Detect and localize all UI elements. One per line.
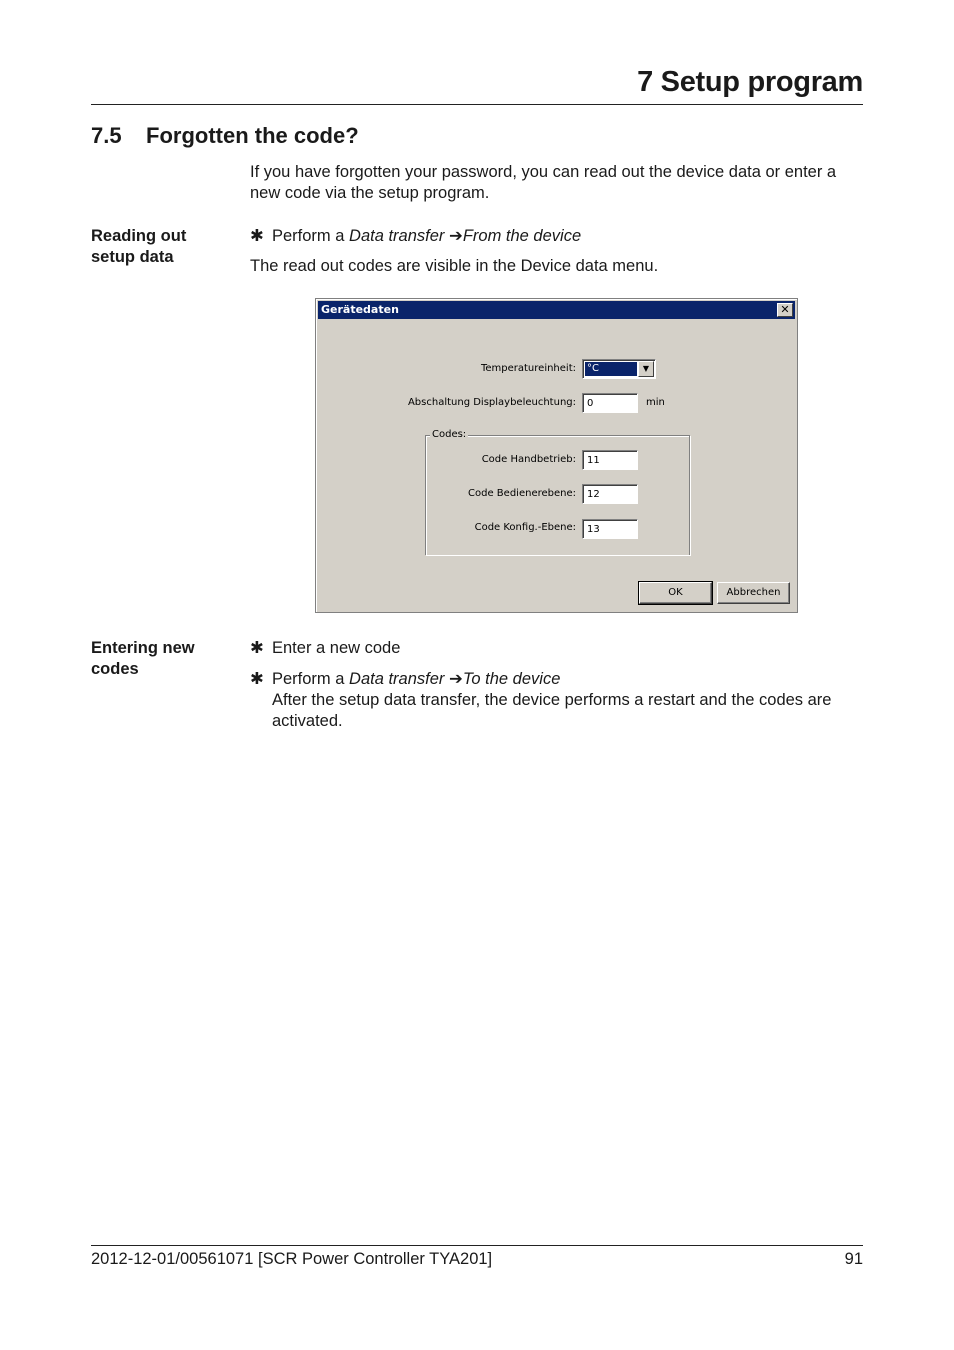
temp-unit-value: °C [585, 362, 637, 376]
dialog-titlebar [318, 301, 795, 319]
section-heading [91, 123, 359, 149]
bullet-prefix: Perform a [272, 227, 350, 245]
bullet-icon: ✱ [250, 639, 264, 657]
close-icon[interactable]: ✕ [777, 303, 793, 317]
code-manual-label: Code Handbetrieb: [481, 454, 576, 465]
section-title: Forgotten the code? [146, 123, 359, 148]
bullet-detail: After the setup data transfer, the device performs a restart and the codes are activated. [272, 691, 832, 730]
arrow-icon: ➔ [449, 227, 463, 245]
intro-paragraph: If you have forgotten your password, you can read out the device data or enter a new code via the setup program. [250, 163, 837, 202]
header-rule [91, 104, 863, 105]
temp-unit-label: Temperatureinheit: [480, 363, 576, 374]
cancel-button[interactable]: Abbrechen [717, 582, 790, 604]
bullet-icon: ✱ [250, 227, 264, 245]
code-operator-field[interactable]: 12 [582, 484, 638, 504]
dialog-title: Gerätedaten [321, 303, 399, 316]
entering-bullet-1 [250, 638, 865, 659]
display-off-field[interactable]: 0 [582, 393, 638, 413]
menu-data-transfer: Data transfer [349, 227, 445, 245]
bullet-prefix: Perform a [272, 670, 350, 688]
reading-label: Reading out setup data [91, 227, 187, 266]
menu-from-device: From the device [462, 227, 582, 245]
codes-group-label: Codes: [432, 429, 467, 440]
display-off-unit: min [646, 397, 665, 408]
arrow-icon: ➔ [449, 670, 463, 688]
reading-bullet [250, 226, 865, 247]
code-config-field[interactable]: 13 [582, 519, 638, 539]
entering-bullet-2 [250, 669, 865, 732]
footer-doc-info: 2012-12-01/00561071 [SCR Power Controller TYA201] [91, 1250, 493, 1268]
device-data-dialog [315, 298, 798, 613]
temp-unit-select[interactable] [582, 359, 656, 379]
code-config-label: Code Konfig.-Ebene: [474, 522, 576, 533]
section-number: 7.5 [91, 123, 122, 148]
code-manual-field[interactable]: 11 [582, 450, 638, 470]
code-operator-label: Code Bedienerebene: [468, 488, 576, 499]
display-off-label: Abschaltung Displaybeleuchtung: [407, 397, 576, 408]
chapter-title: 7 Setup program [637, 66, 863, 98]
chevron-down-icon[interactable]: ▼ [638, 361, 654, 377]
page-number: 91 [844, 1250, 863, 1268]
menu-to-device: To the device [462, 670, 561, 688]
ok-button[interactable]: OK [639, 582, 712, 604]
footer-rule [91, 1245, 863, 1246]
entering-label: Entering new codes [91, 639, 195, 678]
menu-data-transfer: Data transfer [349, 670, 445, 688]
bullet-icon: ✱ [250, 670, 264, 688]
bullet-text: Enter a new code [272, 639, 401, 657]
reading-note: The read out codes are visible in the Device data menu. [250, 257, 659, 275]
